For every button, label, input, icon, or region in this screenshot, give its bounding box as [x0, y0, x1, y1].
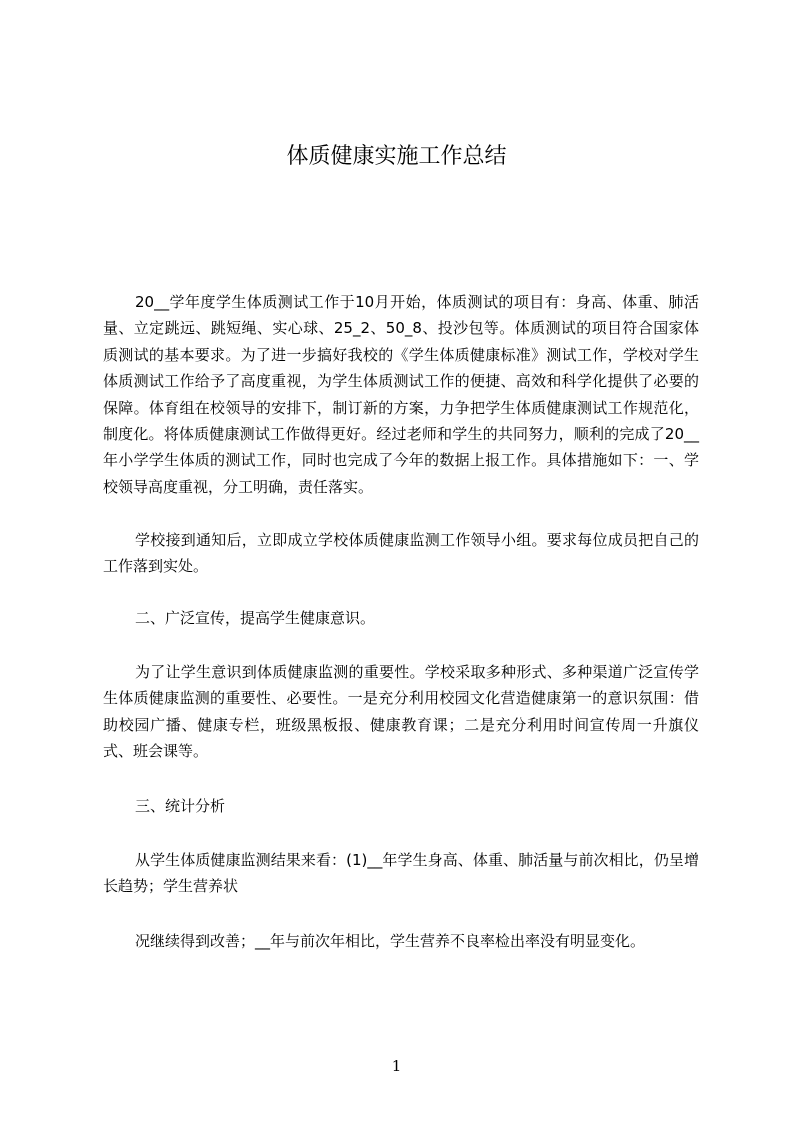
section-heading-publicity: 二、广泛宣传，提高学生健康意识。 [135, 609, 376, 627]
document-title: 体质健康实施工作总结 [286, 144, 507, 169]
paragraph-publicity: 为了让学生意识到体质健康监测的重要性。学校采取多种形式、多种渠道广泛宣传学生体质健康监测的重要性、必要性。一是充分利用校园文化营造健康第一的意识氛围：借助校园广播、健康专栏，班级黑板报、健康教育课；二是充分利用时间宣传周一升旗仪式、班会课等。 [103, 663, 699, 761]
section-heading-statistics: 三、统计分析 [135, 797, 226, 815]
paragraph-statistics-part1: 从学生体质健康监测结果来看：(1)__年学生身高、体重、肺活量与前次相比，仍呈增长趋势；学生营养状 [103, 851, 699, 896]
page-number: 1 [391, 1057, 402, 1075]
paragraph-leadership-group: 学校接到通知后，立即成立学校体质健康监测工作领导小组。要求每位成员把自己的工作落到实处。 [103, 531, 699, 576]
paragraph-intro: 20__学年度学生体质测试工作于10月开始，体质测试的项目有：身高、体重、肺活量、立定跳远、跳短绳、实心球、25_2、50_8、投沙包等。体质测试的项目符合国家体质测试的基本要求。为了进一步搞好我校的《学生体质健康标准》测试工作，学校对学生体质测试工作给予了高度重视，为学生体质测试工作的便捷、高效和科学化提供了必要的保障。体育组在校领导的安排下，制订新的方案，力争把学生体质健康测试工作规范化，制度化。将体质健康测试工作做得更好。经过老师和学生的共同努力，顺利的完成了20__年小学学生体质的测试工作，同时也完成了今年的数据上报工作。具体措施如下：一、学校领导高度重视，分工明确，责任落实。 [103, 293, 699, 496]
paragraph-statistics-part2: 况继续得到改善；__年与前次年相比，学生营养不良率检出率没有明显变化。 [135, 932, 646, 950]
